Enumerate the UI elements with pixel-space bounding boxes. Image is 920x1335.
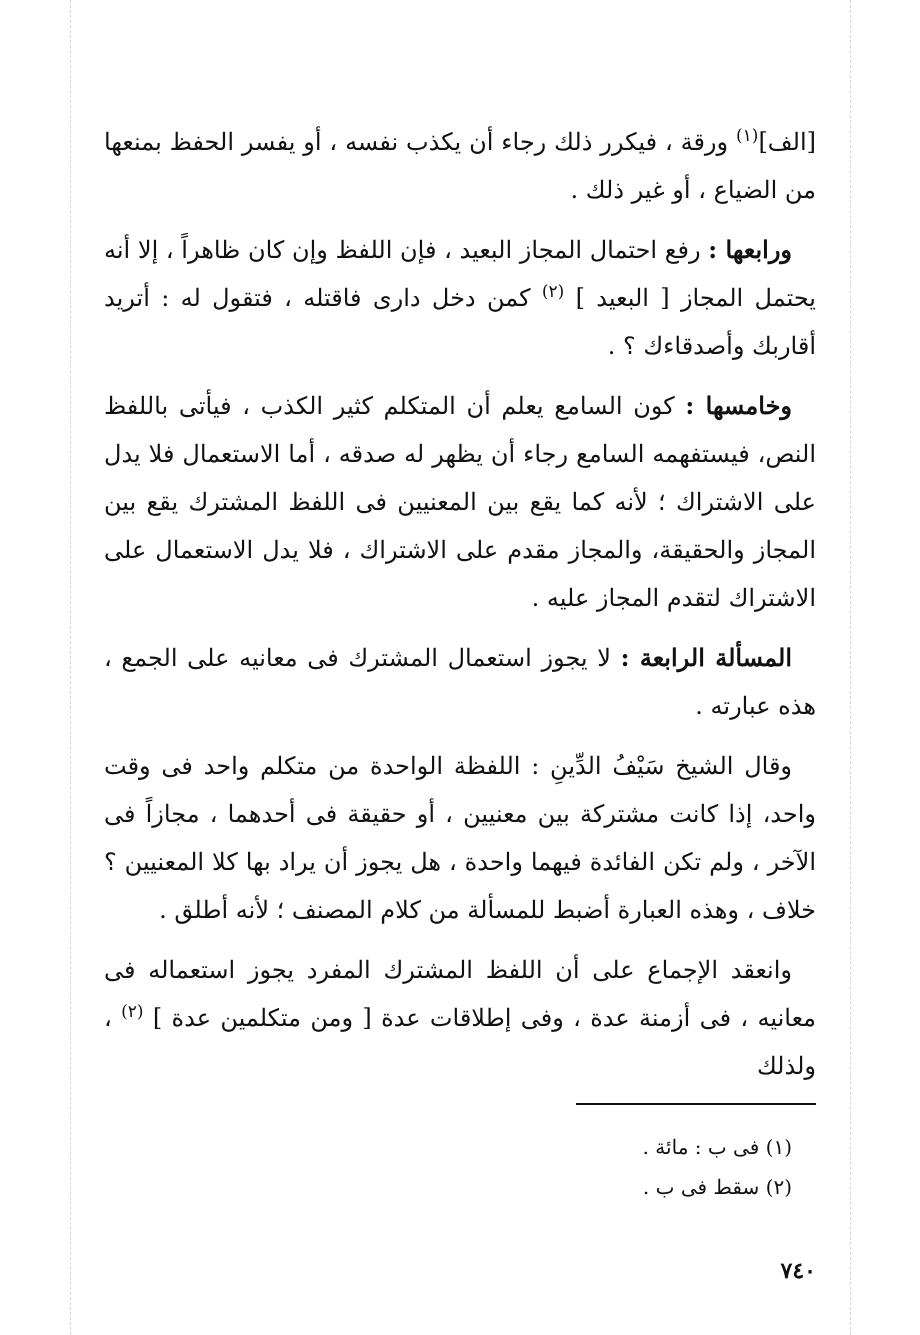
footnotes bbox=[104, 1103, 816, 1207]
paragraph-text: وانعقد الإجماع على أن اللفظ المشترك المفرد يجوز استعماله فى معانيه ، فى أزمنة عدة ، وفى إطلاقات عدة [ ومن متكلمين عدة ] bbox=[104, 956, 816, 1032]
paragraph-text: وقال الشيخ سَيْفُ الدِّينِ : اللفظة الواحدة من متكلم واحد فى وقت واحد، إذا كانت مشتركة بين معنيين ، أو حقيقة فى أحدهما ، مجازاً فى الآخر ، ولم تكن الفائدة فيهما واحدة ، هل يجوز أن يراد بها كلا المعنيين ؟ خلاف ، وهذه العبارة أضبط للمسألة من كلام المصنف ؛ لأنه أطلق . bbox=[104, 752, 816, 924]
paragraph-1 bbox=[104, 118, 816, 214]
paragraph-text: ، ولذلك bbox=[104, 1004, 816, 1080]
paragraph-lead: وخامسها : bbox=[685, 391, 793, 420]
paragraph-text: لا يجوز استعمال المشترك فى معانيه على الجمع ، هذه عبارته . bbox=[104, 644, 816, 720]
page-body bbox=[104, 118, 816, 1102]
paragraph-2 bbox=[104, 226, 816, 370]
footnote-reference: (١) bbox=[736, 126, 759, 146]
footnote-2: (٢) سقط فى ب . bbox=[642, 1175, 792, 1199]
footnote-1: (١) فى ب : مائة . bbox=[642, 1135, 792, 1159]
footnote-separator bbox=[576, 1103, 816, 1105]
margin-guide-right bbox=[850, 0, 851, 1335]
paragraph-text: كمن دخل دارى فاقتله ، فتقول له : أتريد أقاربك وأصدقاءك ؟ . bbox=[104, 284, 816, 360]
paragraph-5 bbox=[104, 742, 816, 934]
paragraph-3 bbox=[104, 382, 816, 622]
paragraph-lead: ورابعها : bbox=[708, 235, 792, 264]
footnote-reference: (٢) bbox=[121, 1002, 144, 1022]
paragraph-text: ورقة ، فيكرر ذلك رجاء أن يكذب نفسه ، أو يفسر الحفظ بمنعها من الضياع ، أو غير ذلك . bbox=[104, 128, 816, 204]
paragraph-text: [الف] bbox=[758, 128, 816, 156]
page-number: ٧٤٠ bbox=[780, 1258, 816, 1284]
paragraph-lead: المسألة الرابعة : bbox=[620, 643, 792, 672]
margin-guide-left bbox=[70, 0, 71, 1335]
paragraph-4 bbox=[104, 634, 816, 730]
paragraph-text: كون السامع يعلم أن المتكلم كثير الكذب ، فيأتى باللفظ النص، فيستفهمه السامع رجاء أن يظهر له صدقه ، أما الاستعمال فلا يدل على الاشتراك ؛ لأنه كما يقع بين المعنيين فى اللفظ المشترك يقع بين المجاز والحقيقة، والمجاز مقدم على الاشتراك ، فلا يدل الاستعمال على الاشتراك لتقدم المجاز عليه . bbox=[104, 392, 816, 612]
footnote-reference: (٢) bbox=[541, 282, 565, 302]
footnote-list bbox=[104, 1103, 816, 1207]
paragraph-text: رفع احتمال المجاز البعيد ، فإن اللفظ وإن كان ظاهراً ، إلا أنه يحتمل المجاز [ البعيد ] bbox=[104, 236, 816, 312]
paragraph-6 bbox=[104, 946, 816, 1090]
